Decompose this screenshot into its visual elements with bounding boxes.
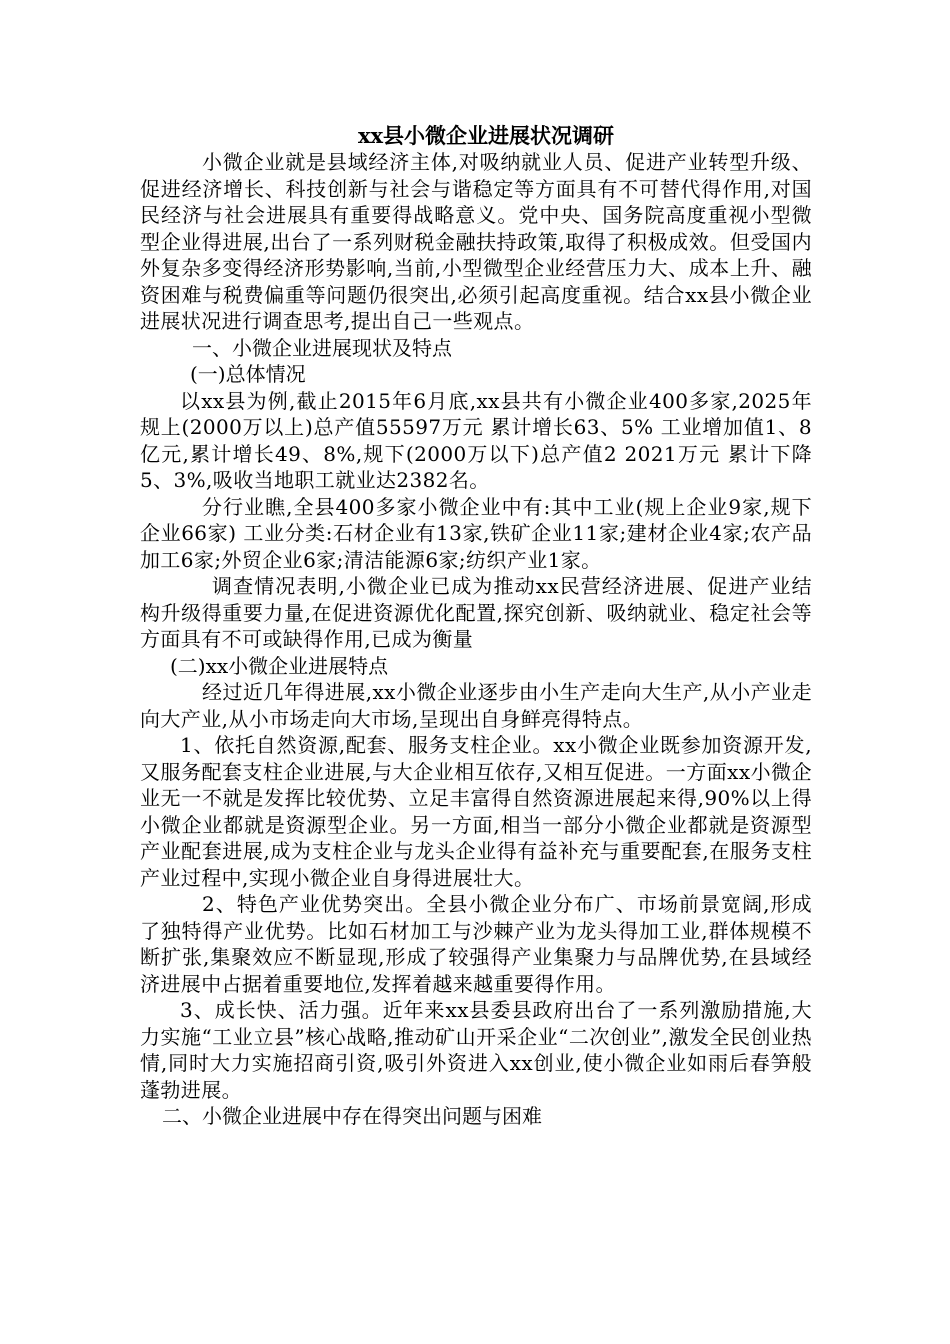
feature-3-paragraph: 3、成长快、活力强。近年来xx县委县政府出台了一系列激励措施,大力实施“工业立县”核心战略,推动矿山开采企业“二次创业”,激发全民创业热情,同时大力实施招商引资,吸引外资进入xx创业,使小微企业如雨后春笋般蓬勃进展。 <box>140 998 812 1102</box>
overview-paragraph: 以xx县为例,截止2015年6月底,xx县共有小微企业400多家,2025年规上(2000万以上)总产值55597万元 累计增长63、5% 工业增加值1、8亿元,累计增长49、8%,规下(2000万以下)总产值2 2021万元 累计下降5、3%,吸收当地职工就业达2382名。 <box>140 388 812 492</box>
document-title: xx县小微企业进展状况调研 <box>357 123 615 148</box>
intro-paragraph: 小微企业就是县域经济主体,对吸纳就业人员、促进产业转型升级、促进经济增长、科技创新与社会与谐稳定等方面具有不可替代得作用,对国民经济与社会进展具有重要得战略意义。党中央、国务院高度重视小型微型企业得进展,出台了一系列财税金融扶持政策,取得了积极成效。但受国内外复杂多变得经济形势影响,当前,小型微型企业经营压力大、成本上升、融资困难与税费偏重等问题仍很突出,必须引起高度重视。结合xx县小微企业进展状况进行调查思考,提出自己一些观点。 <box>140 150 812 333</box>
features-intro-paragraph: 经过近几年得进展,xx小微企业逐步由小生产走向大生产,从小产业走向大产业,从小市场走向大市场,呈现出自身鲜亮得特点。 <box>140 680 812 731</box>
industry-paragraph: 分行业瞧,全县400多家小微企业中有:其中工业(规上企业9家,规下企业66家) 工业分类:石材企业有13家,铁矿企业11家;建材企业4家;农产品加工6家;外贸企业6家;清洁能源6家;纺织产业1家。 <box>140 494 812 572</box>
feature-2-paragraph: 2、特色产业优势突出。全县小微企业分布广、市场前景宽阔,形成了独特得产业优势。比如石材加工与沙棘产业为龙头得加工业,群体规模不断扩张,集聚效应不断显现,形成了较强得产业集聚力与品牌优势,在县域经济进展中占据着重要地位,发挥着越来越重要得作用。 <box>140 892 812 996</box>
feature-1-paragraph: 1、依托自然资源,配套、服务支柱企业。xx小微企业既参加资源开发,又服务配套支柱企业进展,与大企业相互依存,又相互促进。一方面xx小微企业无一不就是发挥比较优势、立足丰富得自然资源进展起来得,90%以上得小微企业都就是资源型企业。另一方面,相当一部分小微企业都就是资源型产业配套进展,成为支柱企业与龙头企业得有益补充与重要配套,在服务支柱产业过程中,实现小微企业自身得进展壮大。 <box>140 733 812 890</box>
section-heading-1: 一、小微企业进展现状及特点 <box>192 335 452 360</box>
subsection-heading-features: (二)xx小微企业进展特点 <box>170 653 389 678</box>
document-body <box>140 122 812 1130</box>
survey-paragraph: 调查情况表明,小微企业已成为推动xx民营经济进展、促进产业结构升级得重要力量,在促进资源优化配置,探究创新、吸纳就业、稳定社会等方面具有不可或缺得作用,已成为衡量 <box>140 574 812 651</box>
subsection-heading-overview: (一)总体情况 <box>190 362 306 386</box>
section-heading-2: 二、小微企业进展中存在得突出问题与困难 <box>162 1104 542 1128</box>
